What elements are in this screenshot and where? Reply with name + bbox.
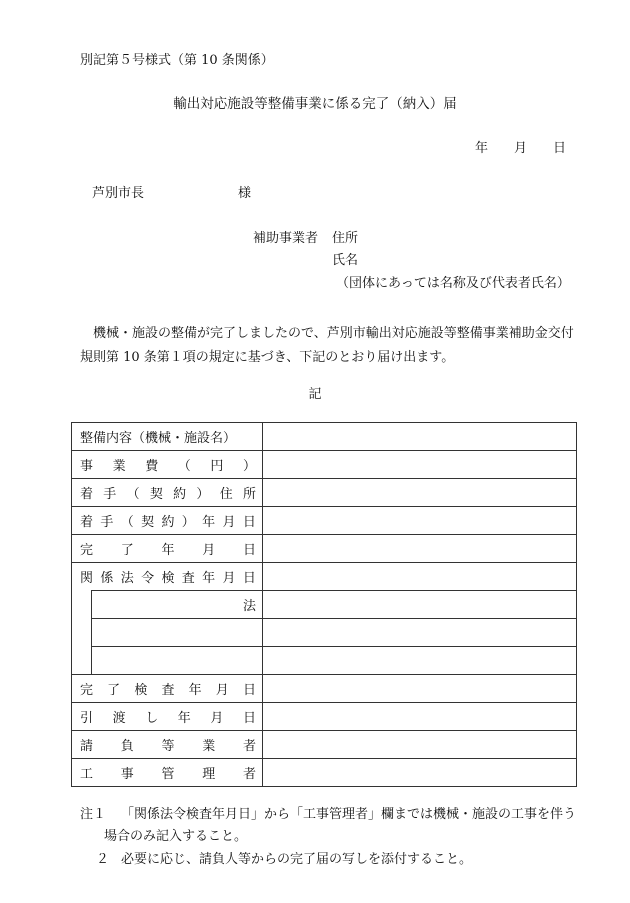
row-value-field[interactable] bbox=[263, 731, 577, 759]
table-row bbox=[72, 703, 577, 731]
table-row bbox=[72, 479, 577, 507]
record-table bbox=[71, 422, 577, 787]
row-value-field[interactable] bbox=[263, 479, 577, 507]
addressee-name: 芦別市長 bbox=[92, 186, 145, 201]
note-2-text: 必要に応じ、請負人等からの完了届の写しを添付すること。 bbox=[121, 852, 473, 867]
date-line bbox=[475, 142, 566, 155]
note-1-line-1: 「関係法令検査年月日」から「工事管理者」欄までは機械・施設の工事を伴う bbox=[121, 807, 577, 822]
row-value-field[interactable] bbox=[263, 675, 577, 703]
table-row bbox=[72, 563, 577, 591]
row-label-cell bbox=[72, 759, 263, 787]
row-label-cell bbox=[72, 451, 263, 479]
row-value-field[interactable] bbox=[263, 759, 577, 787]
row-label: 請 負 等 業 者 bbox=[80, 739, 256, 754]
document-title: 輸出対応施設等整備事業に係る完了（納入）届 bbox=[173, 96, 457, 112]
table-row bbox=[72, 675, 577, 703]
row-label: 引 渡 し 年 月 日 bbox=[80, 711, 256, 726]
row-label-cell bbox=[72, 507, 263, 535]
row-value-field[interactable] bbox=[263, 563, 577, 591]
body-paragraph: 機械・施設の整備が完了しましたので、芦別市輸出対応施設等整備事業補助金交付規則第 10 条第１項の規定に基づき、下記のとおり届け出ます。 bbox=[80, 326, 574, 365]
row-label: 完 了 年 月 日 bbox=[80, 543, 256, 558]
table-row bbox=[72, 451, 577, 479]
form-number: 別記第５号様式（第 10 条関係） bbox=[80, 53, 274, 68]
row-label: 整備内容（機械・施設名） bbox=[80, 431, 237, 446]
row-value-field[interactable] bbox=[263, 535, 577, 563]
table-row bbox=[72, 591, 577, 619]
row-value-field[interactable] bbox=[263, 619, 577, 647]
row-label-cell bbox=[72, 423, 263, 451]
table-row bbox=[72, 535, 577, 563]
row-label: 完 了 検 査 年 月 日 bbox=[80, 683, 256, 698]
row-label-cell bbox=[72, 591, 263, 619]
row-label-cell bbox=[72, 647, 263, 675]
table-row bbox=[72, 731, 577, 759]
table-row bbox=[72, 759, 577, 787]
row-label: 着 手 （ 契 約 ） 住 所 bbox=[80, 487, 256, 502]
applicant-label: 補助事業者 bbox=[253, 231, 319, 246]
row-value-field[interactable] bbox=[263, 703, 577, 731]
table-row bbox=[72, 619, 577, 647]
row-value-field[interactable] bbox=[263, 507, 577, 535]
row-label: 工 事 管 理 者 bbox=[80, 767, 256, 782]
ki-heading: 記 bbox=[308, 387, 322, 402]
note-2-number: ２ bbox=[96, 852, 110, 867]
addressee-honorific: 様 bbox=[238, 186, 252, 201]
table-row bbox=[72, 423, 577, 451]
note-1-number: 注１ bbox=[80, 807, 107, 822]
table-row bbox=[72, 647, 577, 675]
row-value-field[interactable] bbox=[263, 423, 577, 451]
row-value-field[interactable] bbox=[263, 591, 577, 619]
name-note: （団体にあっては名称及び代表者氏名） bbox=[336, 276, 570, 291]
row-label-cell bbox=[72, 563, 263, 591]
row-value-field[interactable] bbox=[263, 451, 577, 479]
row-label: 事 業 費 （ 円 ） bbox=[80, 459, 256, 474]
row-label-cell bbox=[72, 619, 263, 647]
date-year-label: 年 bbox=[474, 141, 488, 156]
row-label-cell bbox=[72, 675, 263, 703]
note-1-line-2: 場合のみ記入すること。 bbox=[104, 829, 248, 844]
row-label-cell bbox=[72, 535, 263, 563]
address-label: 住所 bbox=[332, 231, 359, 246]
date-day-label: 日 bbox=[552, 141, 566, 156]
row-label-cell bbox=[72, 703, 263, 731]
row-label-cell bbox=[72, 479, 263, 507]
row-value-field[interactable] bbox=[263, 647, 577, 675]
row-label: 関 係 法 令 検 査 年 月 日 bbox=[80, 571, 256, 586]
table-row bbox=[72, 507, 577, 535]
name-label: 氏名 bbox=[332, 253, 359, 268]
row-label: 法 bbox=[242, 599, 256, 614]
row-label: 着 手 （ 契 約 ） 年 月 日 bbox=[80, 515, 256, 530]
row-label-cell bbox=[72, 731, 263, 759]
date-month-label: 月 bbox=[513, 141, 527, 156]
